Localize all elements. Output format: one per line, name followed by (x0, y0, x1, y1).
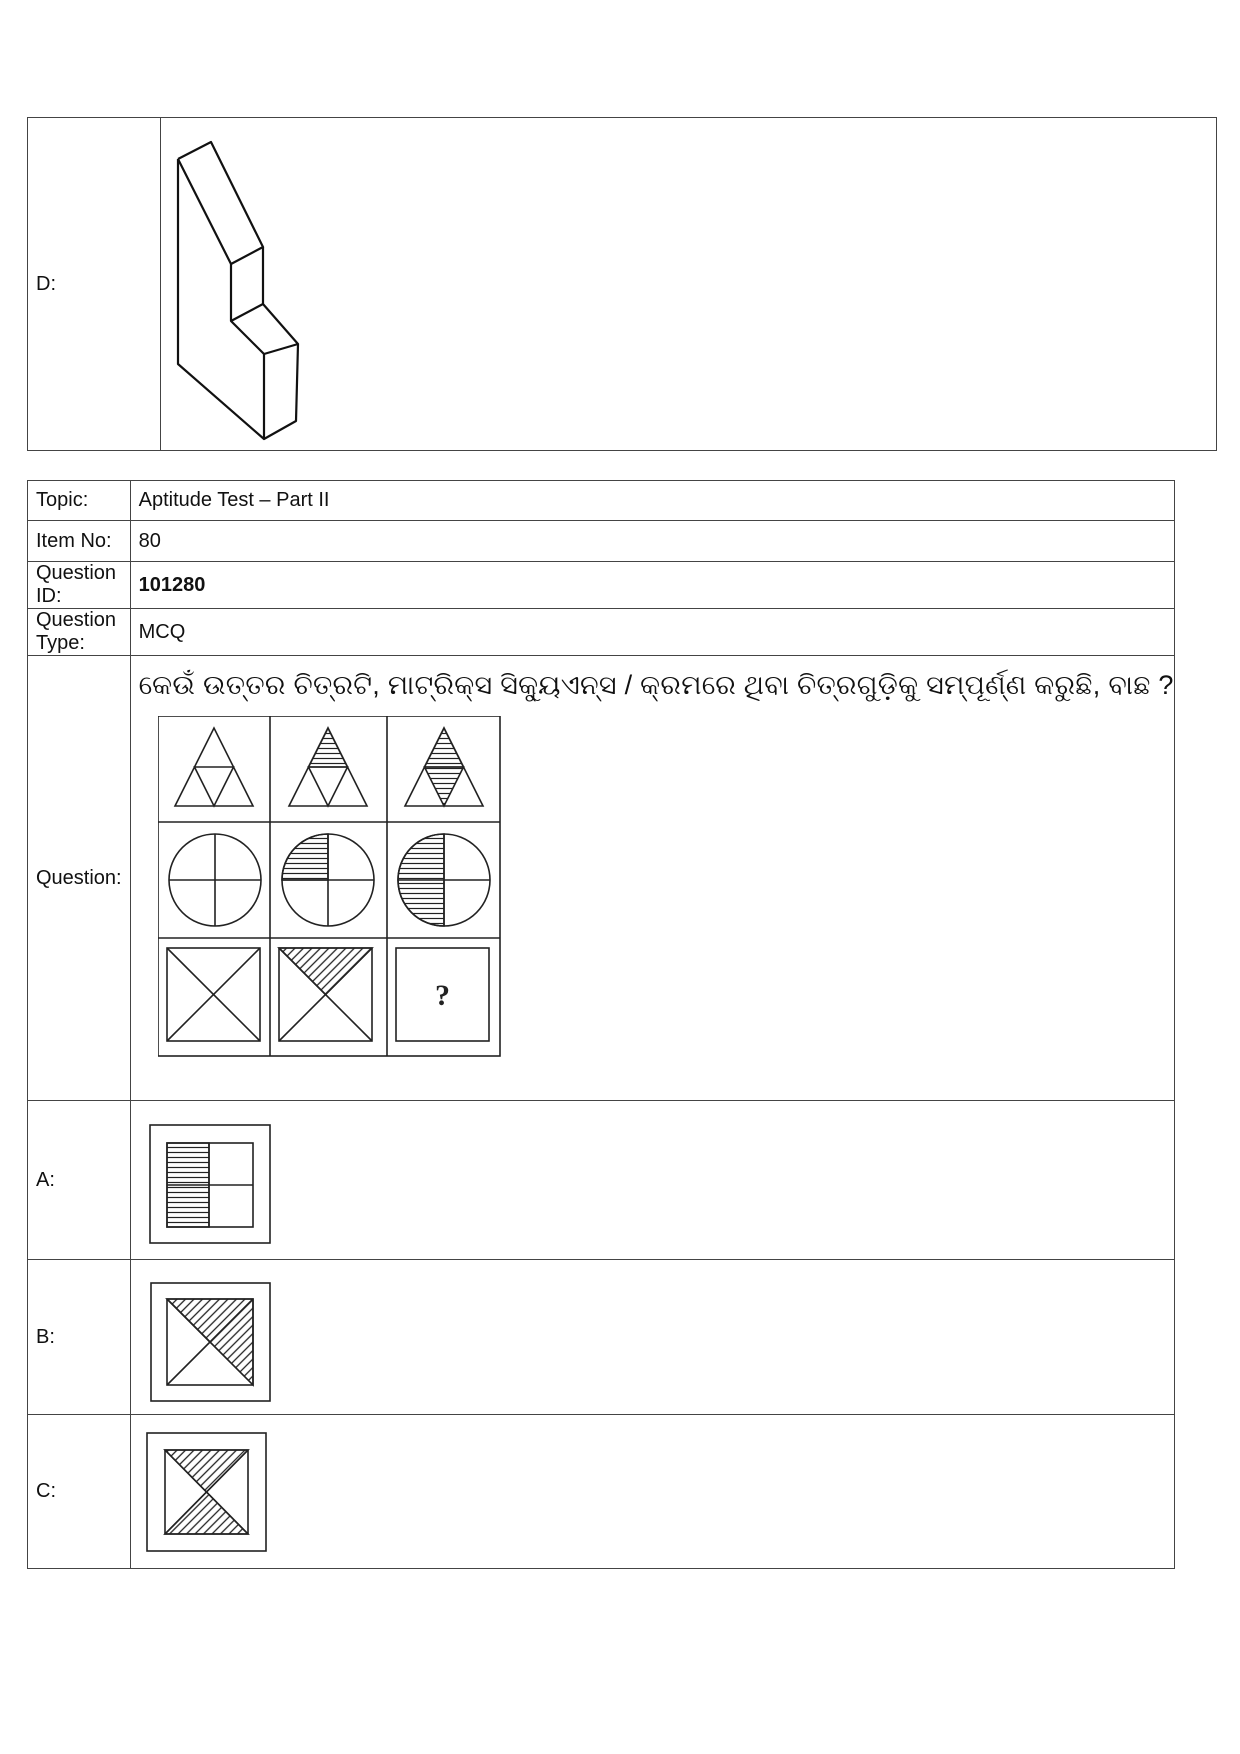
option-b-cell[interactable] (130, 1260, 1174, 1415)
question-label: Question: (28, 656, 131, 1101)
question-table (27, 480, 1175, 1569)
question-text: କେଉଁ ଉତ୍ତର ଚିତ୍ରଟି, ମାଟ୍ରିକ୍ସ ସିକ୍ୟୁଏନ୍ସ / କ୍ରମରେ ଥିବା ଚିତ୍ରଗୁଡ଼ିକୁ ସମ୍ପୂର୍ଣ୍ଣ କରୁଛି, ବାଛ ? (138, 670, 1174, 700)
option-a-cell[interactable] (130, 1101, 1174, 1260)
square-cell-1 (167, 948, 260, 1041)
question-content-cell (130, 656, 1174, 1101)
topic-value: Aptitude Test – Part II (130, 481, 1174, 521)
circle-cell-3 (398, 834, 490, 926)
question-id-value: 101280 (130, 562, 1174, 609)
figure-matrix (158, 716, 518, 1076)
previous-option-table (27, 117, 1217, 451)
circle-cell-1 (169, 834, 261, 926)
option-b-label: B: (28, 1260, 131, 1415)
question-type-label: Question Type: (28, 609, 131, 656)
missing-mark: ? (434, 979, 450, 1012)
square-cell-2 (279, 948, 372, 1041)
item-no-label: Item No: (28, 521, 131, 562)
option-b-figure (149, 1272, 289, 1402)
option-c-cell[interactable] (130, 1415, 1174, 1569)
option-d-label: D: (28, 118, 161, 451)
item-no-value: 80 (130, 521, 1174, 562)
option-c-figure (145, 1427, 285, 1557)
question-type-value: MCQ (130, 609, 1174, 656)
option-c-label: C: (28, 1415, 131, 1569)
option-d-figure-cell (161, 118, 1217, 451)
stepped-block-figure (161, 124, 321, 444)
option-a-label: A: (28, 1101, 131, 1260)
triangle-cell-2 (289, 728, 367, 806)
triangle-cell-3 (405, 728, 483, 806)
option-a-figure (148, 1115, 288, 1245)
triangle-cell-1 (175, 728, 253, 806)
question-id-label: Question ID: (28, 562, 131, 609)
topic-label: Topic: (28, 481, 131, 521)
circle-cell-2 (282, 834, 374, 926)
